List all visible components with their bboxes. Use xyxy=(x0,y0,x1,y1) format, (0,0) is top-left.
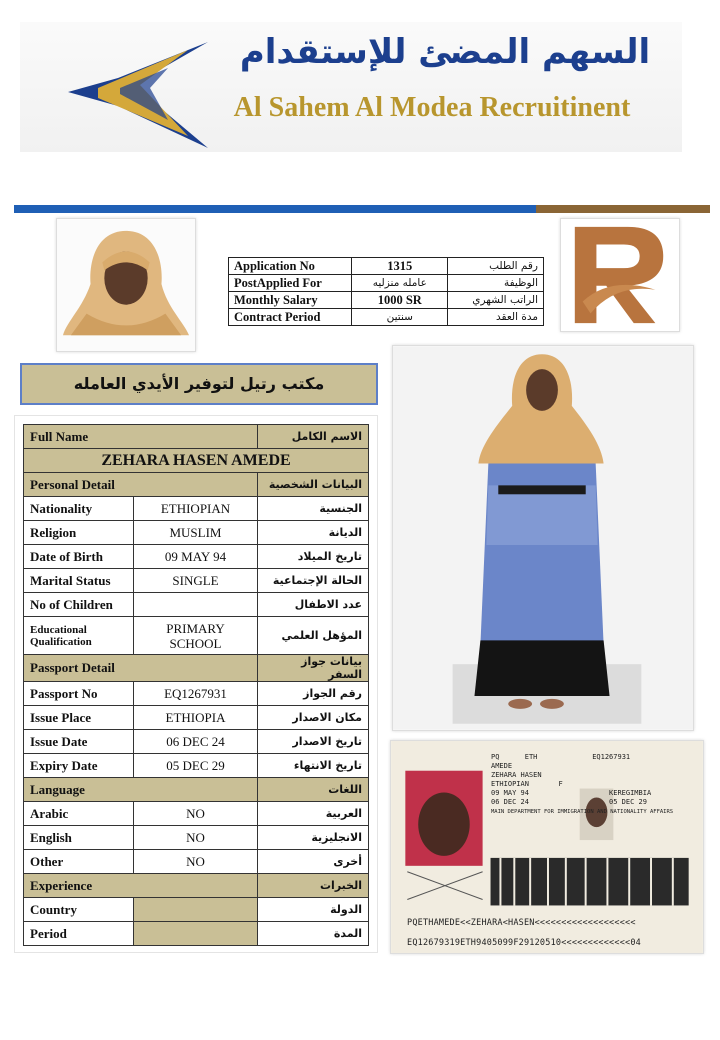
row-label: Nationality xyxy=(24,497,134,521)
row-label-ar: تاريخ الانتهاء xyxy=(258,754,369,778)
row-label: Religion xyxy=(24,521,134,545)
full-name-label-ar: الاسم الكامل xyxy=(258,425,369,449)
row-value: 06 DEC 24 xyxy=(134,730,258,754)
education-label-line1: Educational xyxy=(30,623,87,636)
row-label: Issue Date xyxy=(24,730,134,754)
table-row xyxy=(24,922,369,946)
row-value: EQ1267931 xyxy=(134,682,258,706)
details-panel xyxy=(14,415,378,953)
arrow-logo xyxy=(58,40,208,150)
table-row xyxy=(24,521,369,545)
row-label: English xyxy=(24,826,134,850)
mrz-line-2: EQ12679319ETH9405099F29120510<<<<<<<<<<<<<04 xyxy=(407,938,641,948)
full-name-label: Full Name xyxy=(24,425,258,449)
row-label-ar: تاريخ الميلاد xyxy=(258,545,369,569)
passport-surname: AMEDE xyxy=(491,762,513,770)
row-label-ar: العربية xyxy=(258,802,369,826)
row-value: MUSLIM xyxy=(134,521,258,545)
row-label: Date of Birth xyxy=(24,545,134,569)
application-label: Application No xyxy=(229,258,352,275)
section-header-full-name xyxy=(24,425,369,449)
education-value-line2: SCHOOL xyxy=(169,635,222,651)
row-value xyxy=(134,898,258,922)
r-monogram-logo xyxy=(560,218,680,332)
header-banner xyxy=(20,22,682,152)
row-value: ETHIOPIA xyxy=(134,706,258,730)
education-value xyxy=(134,617,258,655)
mrz-line-1: PQETHAMEDE<<ZEHARA<HASEN<<<<<<<<<<<<<<<<<<< xyxy=(407,918,636,928)
personal-label: Personal Detail xyxy=(24,473,258,497)
row-value: ETHIOPIAN xyxy=(134,497,258,521)
table-row xyxy=(24,545,369,569)
full-name-row xyxy=(24,449,369,473)
row-value: NO xyxy=(134,826,258,850)
passport-label: Passport Detail xyxy=(24,655,258,682)
details-table xyxy=(23,424,369,946)
section-header-passport xyxy=(24,655,369,682)
row-label: Country xyxy=(24,898,134,922)
table-row xyxy=(24,593,369,617)
row-label-ar: الانجليزية xyxy=(258,826,369,850)
passport-label-ar: بيانات جواز السفر xyxy=(258,655,369,682)
language-label-ar: اللغات xyxy=(258,778,369,802)
row-label-ar: مكان الاصدار xyxy=(258,706,369,730)
row-label: Issue Place xyxy=(24,706,134,730)
table-row xyxy=(24,850,369,874)
application-value: سنتين xyxy=(352,309,448,326)
application-label: Contract Period xyxy=(229,309,352,326)
row-label: Marital Status xyxy=(24,569,134,593)
application-label-ar: الراتب الشهري xyxy=(448,292,544,309)
education-label-ar: المؤهل العلمي xyxy=(258,617,369,655)
application-row xyxy=(229,275,544,292)
application-label-ar: رقم الطلب xyxy=(448,258,544,275)
application-table xyxy=(228,257,544,326)
passport-type: PQ xyxy=(491,753,500,761)
application-value: عامله منزليه xyxy=(352,275,448,292)
office-title: مكتب رتيل لتوفير الأيدي العامله xyxy=(20,363,378,405)
passport-number: EQ1267931 xyxy=(592,753,631,761)
section-header-personal xyxy=(24,473,369,497)
row-label-ar: المدة xyxy=(258,922,369,946)
row-label-ar: أخرى xyxy=(258,850,369,874)
application-label-ar: مدة العقد xyxy=(448,309,544,326)
row-value xyxy=(134,593,258,617)
table-row xyxy=(24,682,369,706)
row-label-ar: الديانة xyxy=(258,521,369,545)
table-row xyxy=(24,497,369,521)
row-value: 09 MAY 94 xyxy=(134,545,258,569)
row-label-ar: تاريخ الاصدار xyxy=(258,730,369,754)
section-header-experience xyxy=(24,874,369,898)
row-label: Other xyxy=(24,850,134,874)
passport-given-name: ZEHARA HASEN xyxy=(491,771,542,779)
table-row xyxy=(24,569,369,593)
application-value: 1000 SR xyxy=(352,292,448,309)
application-value: 1315 xyxy=(352,258,448,275)
passport-mrz xyxy=(407,913,641,953)
application-row xyxy=(229,258,544,275)
application-label: Monthly Salary xyxy=(229,292,352,309)
passport-authority: MAIN DEPARTMENT FOR IMMIGRATION AND NATIONALITY AFFAIRS xyxy=(491,809,674,815)
passport-country: ETH xyxy=(524,753,538,761)
table-row xyxy=(24,730,369,754)
application-label-ar: الوظيفة xyxy=(448,275,544,292)
application-label: PostApplied For xyxy=(229,275,352,292)
row-value: 05 DEC 29 xyxy=(134,754,258,778)
table-row xyxy=(24,754,369,778)
row-label: No of Children xyxy=(24,593,134,617)
personal-label-ar: البيانات الشخصية xyxy=(258,473,369,497)
application-row xyxy=(229,309,544,326)
full-body-photo xyxy=(392,345,694,731)
company-english-name: Al Sahem Al Modea Recruitinent xyxy=(233,92,631,123)
row-label: Arabic xyxy=(24,802,134,826)
row-value: SINGLE xyxy=(134,569,258,593)
section-header-language xyxy=(24,778,369,802)
passport-dob: 09 MAY 94 xyxy=(491,789,529,797)
passport-scan xyxy=(390,740,704,954)
experience-label: Experience xyxy=(24,874,258,898)
table-row xyxy=(24,706,369,730)
education-label xyxy=(24,617,134,655)
row-value xyxy=(134,922,258,946)
row-label-ar: الجنسية xyxy=(258,497,369,521)
passport-sex: F xyxy=(558,780,563,788)
row-label: Period xyxy=(24,922,134,946)
row-label: Expiry Date xyxy=(24,754,134,778)
education-value-line1: PRIMARY xyxy=(166,620,225,636)
table-row xyxy=(24,826,369,850)
full-name-value: ZEHARA HASEN AMEDE xyxy=(24,449,369,473)
row-label-ar: الحالة الإجتماعية xyxy=(258,569,369,593)
row-label-ar: عدد الاطفال xyxy=(258,593,369,617)
passport-text-block xyxy=(491,753,673,817)
row-value: NO xyxy=(134,850,258,874)
row-label-ar: الدولة xyxy=(258,898,369,922)
company-arabic-name: السهم المضئ للإستقدام xyxy=(239,32,651,72)
table-row-education xyxy=(24,617,369,655)
row-label-ar: رقم الجواز xyxy=(258,682,369,706)
portrait-photo xyxy=(56,218,196,352)
passport-place-of-birth: KEREGIMBIA xyxy=(609,789,652,797)
language-label: Language xyxy=(24,778,258,802)
table-row xyxy=(24,802,369,826)
education-label-line2: Qualification xyxy=(30,635,92,648)
row-label: Passport No xyxy=(24,682,134,706)
table-row xyxy=(24,898,369,922)
passport-nationality: ETHIOPIAN xyxy=(491,780,529,788)
application-row xyxy=(229,292,544,309)
experience-label-ar: الخبرات xyxy=(258,874,369,898)
passport-issue: 06 DEC 24 xyxy=(491,798,529,806)
row-value: NO xyxy=(134,802,258,826)
divider-brown xyxy=(536,205,710,213)
divider-blue xyxy=(14,205,536,213)
passport-expiry: 05 DEC 29 xyxy=(609,798,647,806)
